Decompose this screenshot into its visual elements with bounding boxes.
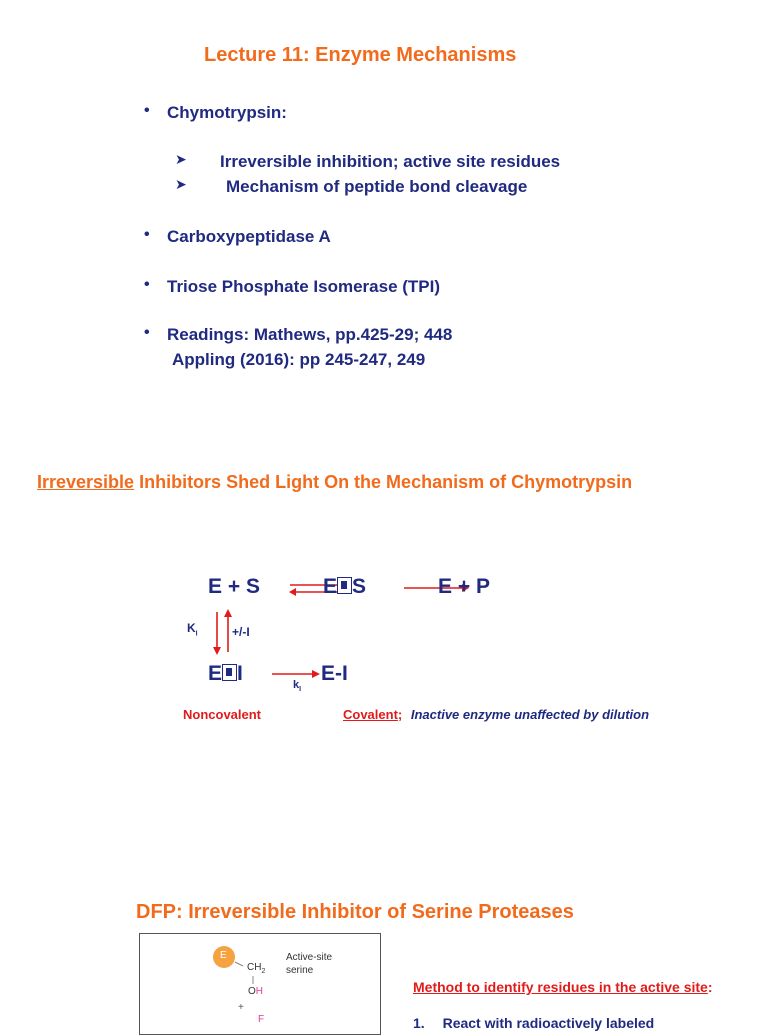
eq-e-minus-i: E-I bbox=[321, 662, 348, 685]
eq-e-plus-s: E + S bbox=[208, 575, 260, 598]
bullet-dot: • bbox=[144, 226, 150, 243]
active-site-line1: Active-site bbox=[286, 952, 333, 963]
missing-glyph-icon bbox=[222, 664, 237, 681]
method-step-1 bbox=[413, 1015, 654, 1031]
covalent-label: Covalent bbox=[343, 707, 398, 722]
dfp-title: DFP: Irreversible Inhibitor of Serine Proteases bbox=[136, 901, 574, 923]
eq-ei-i: I bbox=[237, 662, 243, 685]
arrowhead-icon: ➤ bbox=[175, 151, 187, 167]
eq-k-sub: I bbox=[299, 686, 302, 694]
oh-label-o: O bbox=[248, 986, 256, 997]
eq-ei-complex bbox=[208, 662, 243, 686]
missing-glyph-icon bbox=[337, 577, 352, 594]
dfp-figure bbox=[139, 933, 381, 1035]
arrowhead-ei-to-e-i bbox=[312, 670, 320, 678]
eq-es-e: E bbox=[323, 575, 338, 598]
lecture-title: Lecture 11: Enzyme Mechanisms bbox=[204, 44, 517, 66]
inhibitors-title-rest: Inhibitors Shed Light On the Mechanism of Chymotrypsin bbox=[134, 472, 633, 492]
bullet-dot: • bbox=[144, 102, 150, 119]
covalent-note: Inactive enzyme unaffected by dilution bbox=[410, 707, 650, 722]
eq-ki-main: K bbox=[187, 621, 196, 635]
down-arrowhead-ki bbox=[213, 647, 221, 655]
up-arrowhead-ki bbox=[224, 609, 232, 617]
eq-ki-label bbox=[187, 621, 198, 637]
eq-k-label bbox=[293, 679, 301, 693]
ch2-sub: 2 bbox=[261, 968, 266, 975]
inhibitors-title-underlined: Irreversible bbox=[37, 472, 135, 492]
ch2-main: CH bbox=[247, 962, 262, 973]
enzyme-e-label: E bbox=[220, 950, 227, 961]
eq-ki-sub: I bbox=[195, 630, 198, 638]
noncovalent-label: Noncovalent bbox=[183, 707, 262, 722]
method-step-1-text: React with radioactively labeled bbox=[442, 1015, 655, 1031]
method-step-1-num: 1. bbox=[413, 1015, 425, 1031]
oh-label bbox=[248, 986, 263, 997]
item-readings: Readings: Mathews, pp.425-29; 448 bbox=[167, 325, 453, 344]
arrowhead-icon: ➤ bbox=[175, 176, 187, 192]
item-tpi: Triose Phosphate Isomerase (TPI) bbox=[167, 277, 441, 296]
bullet-dot: • bbox=[144, 324, 150, 341]
method-heading bbox=[413, 979, 713, 995]
eq-es-complex bbox=[323, 575, 366, 599]
oh-label-h: H bbox=[255, 986, 264, 997]
method-heading-text: Method to identify residues in the active site bbox=[413, 979, 708, 995]
eq-e-plus-p: E + P bbox=[438, 575, 490, 598]
eq-ei-e: E bbox=[208, 662, 223, 685]
item-irreversible-inhibition: Irreversible inhibition; active site residues bbox=[220, 152, 561, 171]
active-site-label bbox=[286, 951, 332, 977]
fluorine-label: F bbox=[258, 1014, 265, 1025]
eq-k-main: k bbox=[293, 679, 300, 691]
active-site-line2: serine bbox=[286, 965, 314, 976]
item-peptide-bond-cleavage: Mechanism of peptide bond cleavage bbox=[226, 177, 528, 196]
ch2-label bbox=[247, 962, 265, 975]
bond-line bbox=[235, 962, 243, 966]
covalent-separator: ; bbox=[397, 707, 403, 722]
item-chymotrypsin: Chymotrypsin: bbox=[167, 103, 287, 122]
eq-plus-minus-i: +/-I bbox=[232, 625, 250, 639]
item-carboxypeptidase: Carboxypeptidase A bbox=[167, 227, 331, 246]
reverse-arrowhead-es bbox=[289, 588, 296, 596]
plus-sign: + bbox=[238, 1002, 244, 1013]
bullet-dot: • bbox=[144, 276, 150, 293]
covalent-caption bbox=[343, 707, 649, 722]
eq-es-s: S bbox=[352, 575, 367, 598]
method-heading-colon: : bbox=[707, 979, 713, 995]
item-appling: Appling (2016): pp 245-247, 249 bbox=[172, 350, 426, 369]
